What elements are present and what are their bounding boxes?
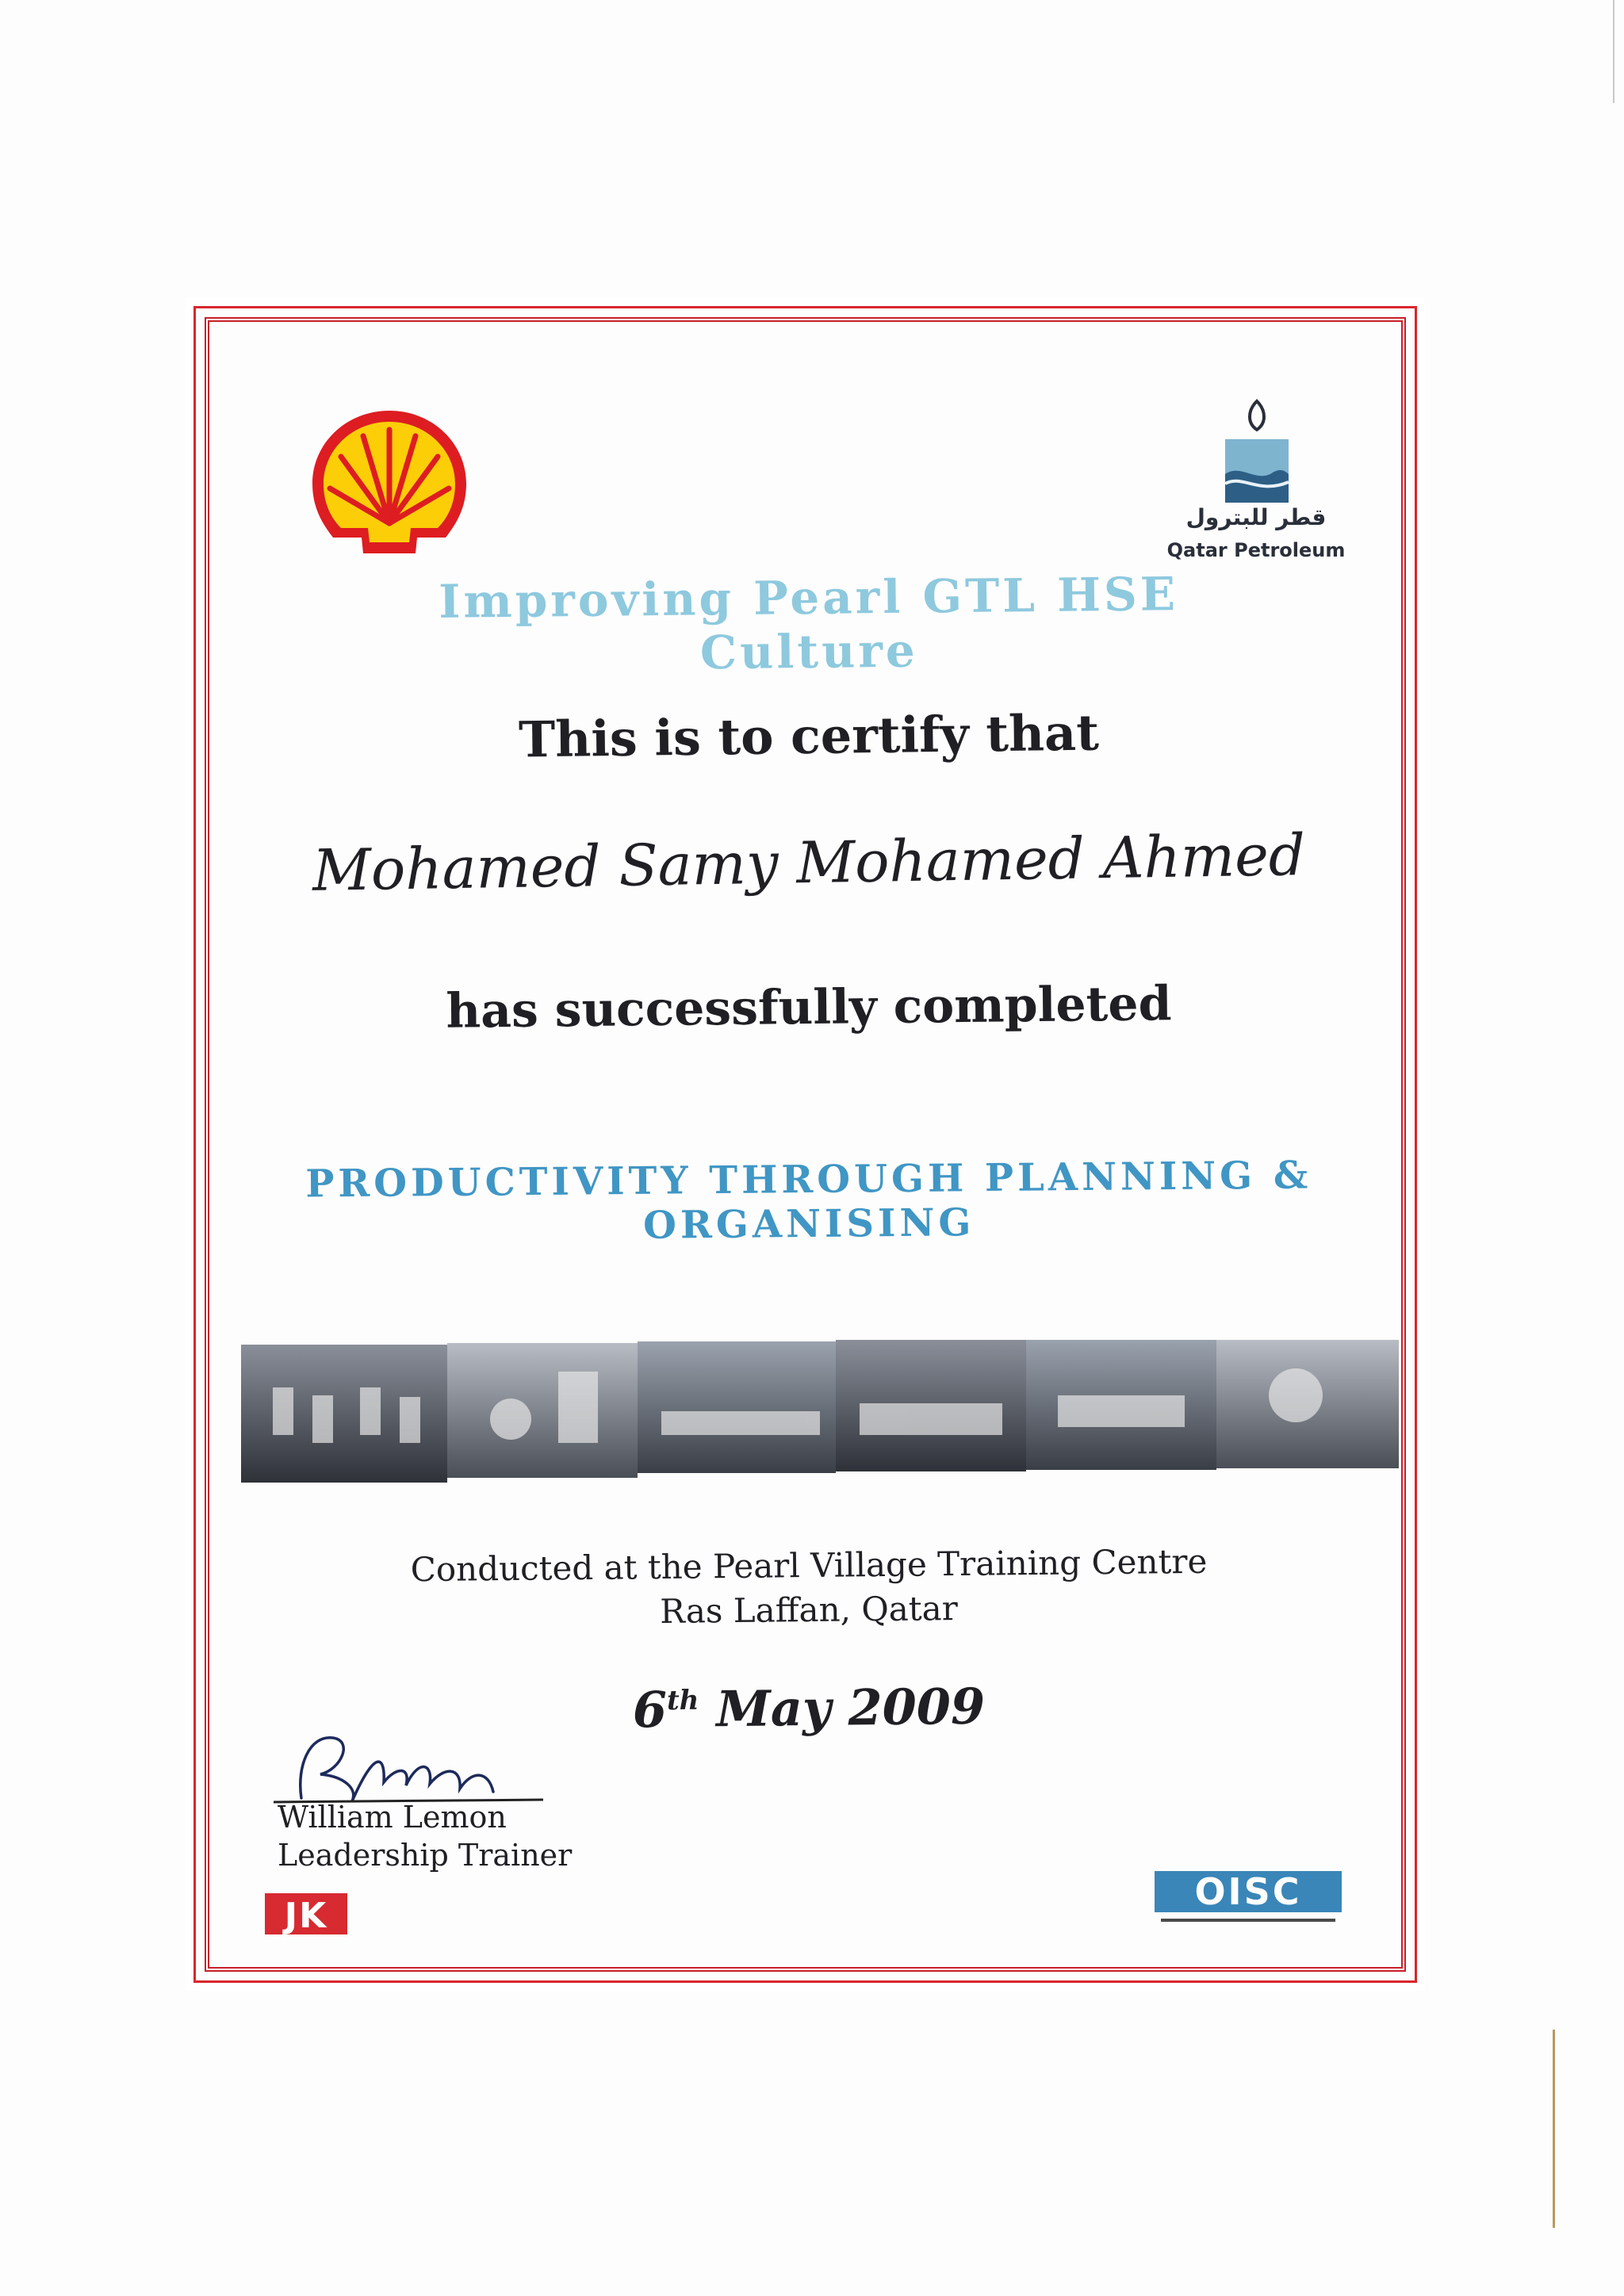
program-banner: Improving Pearl GTL HSE Culture — [438, 567, 1179, 680]
recipient-name: Mohamed Samy Mohamed Ahmed — [312, 821, 1306, 904]
course-title: PRODUCTIVITY THROUGH PLANNING & ORGANISING — [305, 1153, 1312, 1248]
qatar-petroleum-arabic-text: قطر للبترول — [1185, 504, 1327, 530]
shell-pecten-logo — [306, 404, 473, 563]
trainer-name: William Lemon — [278, 1800, 507, 1835]
location-line: Ras Laffan, Qatar — [659, 1589, 959, 1631]
date-day: 6 — [632, 1680, 668, 1739]
certify-statement: This is to certify that — [518, 703, 1100, 769]
venue-line: Conducted at the Pearl Village Training Centre — [410, 1541, 1208, 1590]
completion-statement: has successfully completed — [446, 976, 1172, 1039]
date-suffix: th — [666, 1684, 699, 1717]
svg-text:OISC: OISC — [1194, 1870, 1302, 1913]
certificate-date — [619, 1677, 1000, 1739]
oisc-logo — [1153, 1868, 1343, 1931]
jk-logo: JK — [265, 1893, 347, 1934]
training-photo-strip — [241, 1340, 1399, 1483]
scan-edge-mark — [1553, 2030, 1555, 2228]
scan-edge-mark — [1613, 0, 1614, 103]
date-month-year: May 2009 — [715, 1677, 986, 1739]
photo-3 — [638, 1341, 836, 1473]
trainer-title: Leadership Trainer — [278, 1838, 573, 1873]
photo-2 — [447, 1343, 638, 1478]
qatar-petroleum-latin-text: Qatar Petroleum — [1166, 539, 1346, 561]
